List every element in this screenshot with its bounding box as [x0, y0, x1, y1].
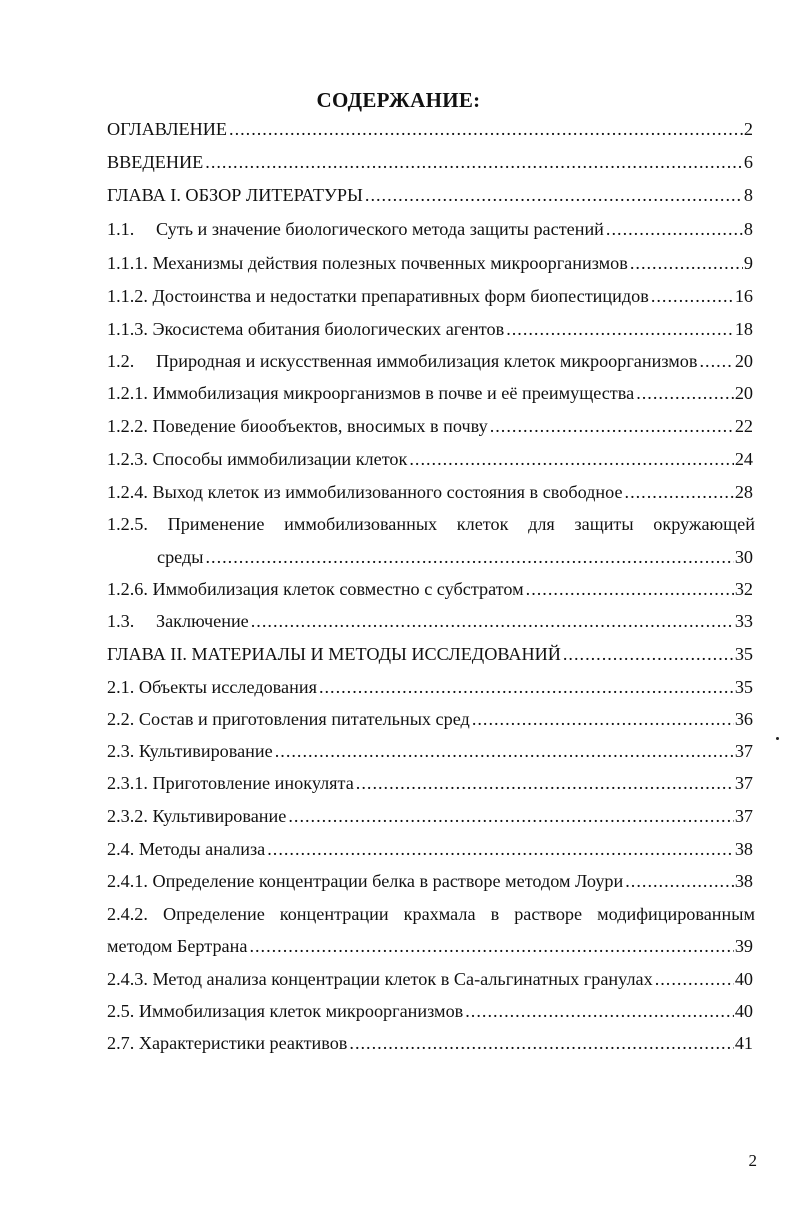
toc-entry-2-3-1[interactable] [107, 772, 753, 794]
toc-entry-page: 33 [734, 611, 753, 631]
dot-leader [205, 151, 743, 173]
toc-entry-1-2-6[interactable] [107, 578, 753, 600]
toc-entry-1-1-1[interactable] [107, 252, 753, 274]
word: 1.2.5. [107, 514, 148, 534]
toc-entry-1-3[interactable] [107, 610, 753, 632]
dot-leader [365, 184, 743, 206]
toc-entry-title: 2.4.3. Метод анализа концентрации клеток в Са-альгинатных гранулах [107, 969, 653, 989]
toc-entry-1-1-2[interactable] [107, 285, 753, 307]
toc-entry-page: 16 [734, 286, 753, 306]
word: защиты [574, 514, 634, 534]
dot-leader [655, 968, 734, 990]
scan-speck [776, 737, 779, 740]
dot-leader [506, 318, 734, 340]
word: модифицированным [597, 904, 755, 924]
toc-entry-page: 40 [734, 969, 753, 989]
toc-entry-2-4-2-line-1[interactable] [107, 903, 755, 925]
toc-entry-2-3-2[interactable] [107, 805, 753, 827]
toc-entry-title: 2.3.2. Культивирование [107, 806, 287, 826]
word: Применение [167, 514, 265, 534]
dot-leader [563, 643, 734, 665]
toc-entry-1-1-3[interactable] [107, 318, 753, 340]
toc-entry-2-1[interactable] [107, 676, 753, 698]
toc-entry-1-2-1[interactable] [107, 382, 753, 404]
word: концентрации [279, 904, 389, 924]
toc-entry-chapter-1[interactable] [107, 184, 753, 206]
toc-entry-1-2-4[interactable] [107, 481, 753, 503]
toc-entry-title: 1.1.3. Экосистема обитания биологических агентов [107, 319, 505, 339]
toc-entry-introduction[interactable] [107, 151, 753, 173]
dot-leader [606, 218, 743, 240]
toc-entry-number: 1.2. [107, 351, 135, 371]
toc-entry-introduction-contents[interactable] [107, 118, 753, 140]
word: растворе [514, 904, 583, 924]
toc-entry-2-4-1[interactable] [107, 870, 753, 892]
dot-leader [625, 481, 734, 503]
toc-entry-title: ОГЛАВЛЕНИЕ [107, 119, 228, 139]
toc-entry-2-7[interactable] [107, 1032, 753, 1054]
toc-entry-1-2[interactable] [107, 350, 753, 372]
dot-leader [349, 1032, 733, 1054]
toc-entry-title: Природная и искусственная иммобилизация клеток микроорганизмов [156, 351, 698, 371]
toc-entry-2-5[interactable] [107, 1000, 753, 1022]
toc-entry-page: 20 [734, 383, 753, 403]
toc-entry-chapter-2[interactable] [107, 643, 753, 665]
word: для [528, 514, 555, 534]
toc-entry-2-4-2-line-2[interactable] [107, 935, 753, 957]
toc-entry-title: Заключение [156, 611, 249, 631]
toc-entry-1-2-5-line-1[interactable] [107, 513, 755, 535]
toc-entry-page: 6 [743, 152, 753, 172]
toc-entry-title: 1.2.4. Выход клеток из иммобилизованного состояния в свободное [107, 482, 623, 502]
dot-leader [472, 708, 734, 730]
toc-entry-page: 37 [734, 773, 753, 793]
dot-leader [205, 546, 733, 568]
toc-entry-title: 2.4. Методы анализа [107, 839, 266, 859]
toc-entry-page: 37 [734, 806, 753, 826]
toc-entry-title: 2.4.1. Определение концентрации белка в растворе методом Лоури [107, 871, 624, 891]
dot-leader [356, 772, 734, 794]
toc-entry-number: 1.1. [107, 219, 135, 239]
toc-entry-2-4-3[interactable] [107, 968, 753, 990]
toc-entry-title: 1.2.1. Иммобилизация микроорганизмов в почве и её преимущества [107, 383, 635, 403]
dot-leader [651, 285, 734, 307]
word: Определение [162, 904, 265, 924]
toc-entry-title: методом Бертрана [107, 936, 248, 956]
dot-leader [251, 610, 734, 632]
word: клеток [456, 514, 509, 534]
toc-entry-title: 1.2.3. Способы иммобилизации клеток [107, 449, 408, 469]
toc-entry-page: 38 [734, 839, 753, 859]
toc-entry-page: 37 [734, 741, 753, 761]
toc-entry-page: 35 [734, 677, 753, 697]
toc-entry-page: 32 [734, 579, 753, 599]
toc-entry-page: 36 [734, 709, 753, 729]
toc-entry-title: среды [157, 547, 204, 567]
toc-entry-page: 9 [743, 253, 753, 273]
dot-leader [319, 676, 734, 698]
toc-entry-page: 38 [734, 871, 753, 891]
toc-entry-page: 39 [734, 936, 753, 956]
toc-entry-title: ВВЕДЕНИЕ [107, 152, 204, 172]
toc-entry-page: 22 [734, 416, 753, 436]
dot-leader [630, 252, 743, 274]
toc-entry-page: 28 [734, 482, 753, 502]
toc-entry-title: 1.2.6. Иммобилизация клеток совместно с субстратом [107, 579, 524, 599]
dot-leader [636, 382, 734, 404]
toc-entry-title: ГЛАВА II. МАТЕРИАЛЫ И МЕТОДЫ ИССЛЕДОВАНИЙ [107, 644, 561, 664]
toc-entry-2-3[interactable] [107, 740, 753, 762]
page-title: СОДЕРЖАНИЕ: [316, 88, 481, 112]
dot-leader [288, 805, 733, 827]
word: крахмала [403, 904, 476, 924]
toc-entry-title: 1.1.2. Достоинства и недостатки препаративных форм биопестицидов [107, 286, 649, 306]
toc-entry-title: 2.3. Культивирование [107, 741, 273, 761]
toc-entry-page: 35 [734, 644, 753, 664]
toc-entry-title: 2.3.1. Приготовление инокулята [107, 773, 354, 793]
word: окружающей [653, 514, 755, 534]
toc-entry-title: 2.1. Объекты исследования [107, 677, 317, 697]
toc-entry-title: 2.2. Состав и приготовления питательных сред [107, 709, 470, 729]
word: 2.4.2. [107, 904, 148, 924]
toc-entry-title: 2.7. Характеристики реактивов [107, 1033, 348, 1053]
toc-entry-page: 24 [734, 449, 753, 469]
toc-entry-page: 8 [743, 219, 753, 239]
toc-entry-page: 30 [734, 547, 753, 567]
toc-entry-1-2-3[interactable] [107, 448, 753, 470]
toc-entry-page: 2 [743, 119, 753, 139]
dot-leader [249, 935, 733, 957]
toc-entry-page: 41 [734, 1033, 753, 1053]
toc-entry-2-2[interactable] [107, 708, 753, 730]
word: в [490, 904, 500, 924]
dot-leader [267, 838, 734, 860]
toc-entry-title: Суть и значение биологического метода защиты растений [156, 219, 604, 239]
toc-entry-1-1[interactable] [107, 218, 753, 240]
dot-leader [229, 118, 743, 140]
toc-entry-1-2-2[interactable] [107, 415, 753, 437]
toc-entry-number: 1.3. [107, 611, 135, 631]
toc-entry-page: 8 [743, 185, 753, 205]
toc-entry-page: 18 [734, 319, 753, 339]
toc-entry-title: 1.1.1. Механизмы действия полезных почвенных микроорганизмов [107, 253, 628, 273]
toc-entry-2-4[interactable] [107, 838, 753, 860]
dot-leader [275, 740, 734, 762]
page-number: 2 [748, 1151, 757, 1170]
dot-leader [526, 578, 734, 600]
dot-leader [699, 350, 733, 372]
dot-leader [409, 448, 733, 470]
toc-entry-1-2-5-line-2[interactable] [157, 546, 753, 568]
toc-entry-title: ГЛАВА I. ОБЗОР ЛИТЕРАТУРЫ [107, 185, 363, 205]
word: иммобилизованных [284, 514, 438, 534]
dot-leader [465, 1000, 734, 1022]
toc-entry-page: 40 [734, 1001, 753, 1021]
toc-entry-title: 1.2.2. Поведение биообъектов, вносимых в почву [107, 416, 488, 436]
dot-leader [490, 415, 734, 437]
dot-leader [625, 870, 734, 892]
toc-entry-page: 20 [734, 351, 753, 371]
toc-entry-title: 2.5. Иммобилизация клеток микроорганизмов [107, 1001, 464, 1021]
